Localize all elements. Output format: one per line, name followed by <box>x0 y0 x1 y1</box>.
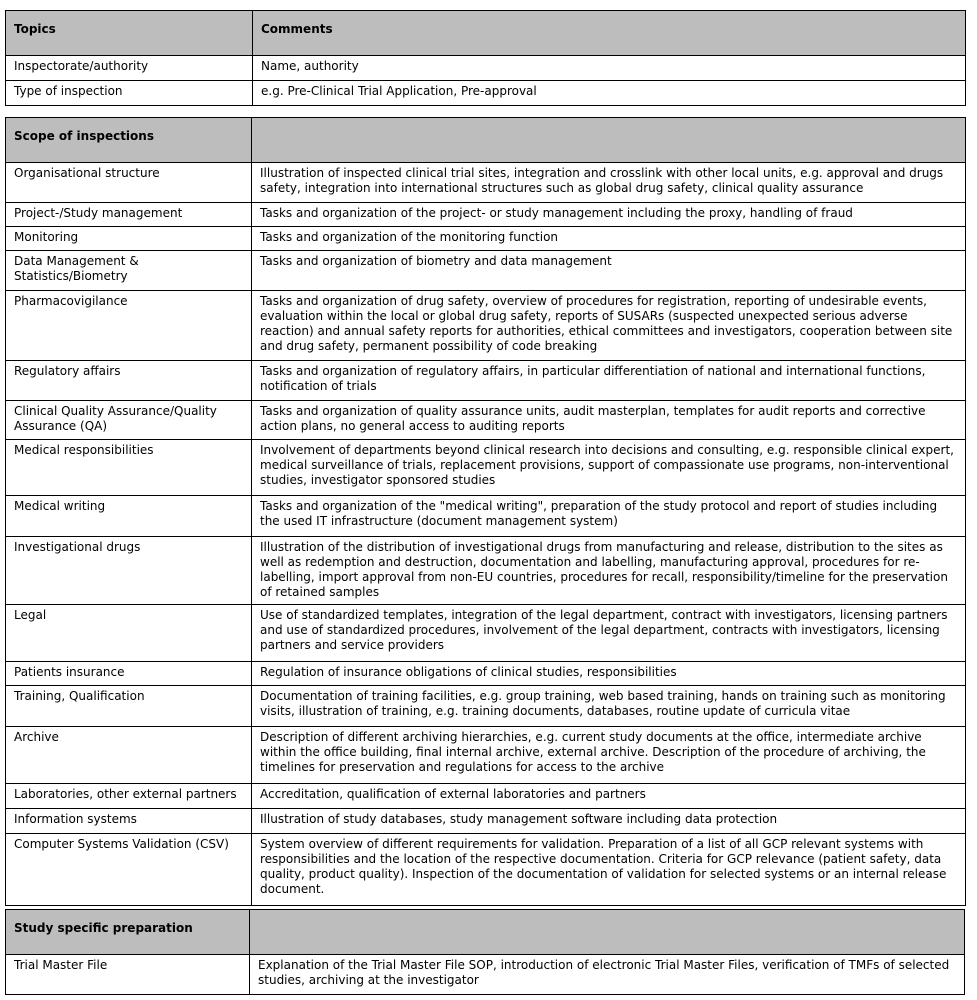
comment-cell: Name, authority <box>253 56 966 81</box>
scope-table <box>5 117 966 906</box>
study-table <box>5 909 965 995</box>
topic-cell: Monitoring <box>6 227 252 251</box>
table-row <box>6 291 966 361</box>
comment-cell: Accreditation, qualification of external laboratories and partners <box>252 784 966 809</box>
comment-cell: Tasks and organization of quality assurance units, audit masterplan, templates for audit reports and corrective action plans, no general access to auditing reports <box>252 401 966 440</box>
table-row <box>6 203 966 227</box>
comment-cell: Tasks and organization of the "medical writing", preparation of the study protocol and report of studies including the used IT infrastructure (document management system) <box>252 496 966 537</box>
comment-cell: Tasks and organization of biometry and data management <box>252 251 966 291</box>
table-row <box>6 955 965 995</box>
table-header-row <box>6 11 966 56</box>
comment-cell: Involvement of departments beyond clinical research into decisions and consulting, e.g. responsible clinical expert, medical surveillance of trials, replacement provisions, support of compassionate use programs, non-interventional studies, investigator sponsored studies <box>252 440 966 496</box>
topic-cell: Medical writing <box>6 496 252 537</box>
comment-cell: Explanation of the Trial Master File SOP, introduction of electronic Trial Master Files, verification of TMFs of selected studies, archiving at the investigator <box>250 955 965 995</box>
topic-cell: Patients insurance <box>6 662 252 686</box>
comment-cell: Description of different archiving hierarchies, e.g. current study documents at the office, intermediate archive within the office building, final internal archive, external archive. Description of the procedure of archiving, the timelines for preservation and regulations for access to the archive <box>252 727 966 784</box>
table-row <box>6 163 966 203</box>
table-row <box>6 440 966 496</box>
table-row <box>6 686 966 727</box>
comments-header: Comments <box>253 11 966 56</box>
comment-cell: Documentation of training facilities, e.g. group training, web based training, hands on training such as monitoring visits, illustration of training, e.g. training documents, databases, routine update of curricula vitae <box>252 686 966 727</box>
table-row <box>6 251 966 291</box>
topic-cell: Training, Qualification <box>6 686 252 727</box>
study-title: Study specific preparation <box>6 910 250 955</box>
comment-cell: Tasks and organization of the project- or study management including the proxy, handling of fraud <box>252 203 966 227</box>
table-row <box>6 605 966 662</box>
comment-cell: Illustration of inspected clinical trial sites, integration and crosslink with other local units, e.g. approval and drugs safety, integration into international structures such as global drug safety, clinical quality assurance <box>252 163 966 203</box>
empty-header-cell <box>252 118 966 163</box>
table-row <box>6 401 966 440</box>
topic-cell: Investigational drugs <box>6 537 252 605</box>
comment-cell: System overview of different requirements for validation. Preparation of a list of all GCP relevant systems with responsibilities and the location of the respective documentation. Criteria for GCP relevance (patient safety, data quality, product quality). Inspection of the documentation of validation for selected systems or an internal release document. <box>252 834 966 906</box>
topic-cell: Information systems <box>6 809 252 834</box>
comment-cell: Tasks and organization of the monitoring function <box>252 227 966 251</box>
comment-cell: Tasks and organization of drug safety, overview of procedures for registration, reporting of undesirable events, evaluation within the local or global drug safety, reports of SUSARs (suspected unexpected serious adverse reaction) and annual safety reports for authorities, ethical committees and investigators, cooperation between site and drug safety, permanent possibility of code breaking <box>252 291 966 361</box>
table-row <box>6 361 966 401</box>
comment-cell: Regulation of insurance obligations of clinical studies, responsibilities <box>252 662 966 686</box>
topic-cell: Clinical Quality Assurance/Quality Assurance (QA) <box>6 401 252 440</box>
topic-cell: Organisational structure <box>6 163 252 203</box>
comment-cell: e.g. Pre-Clinical Trial Application, Pre-approval <box>253 81 966 106</box>
table-row <box>6 727 966 784</box>
comment-cell: Illustration of the distribution of investigational drugs from manufacturing and release, distribution to the sites as well as redemption and destruction, documentation and labelling, manufacturing approval, procedures for re-labelling, import approval from non-EU countries, procedures for recall, responsibility/timeline for the preservation of retained samples <box>252 537 966 605</box>
general-table <box>5 10 966 106</box>
table-row <box>6 809 966 834</box>
scope-title: Scope of inspections <box>6 118 252 163</box>
topic-cell: Regulatory affairs <box>6 361 252 401</box>
topic-cell: Legal <box>6 605 252 662</box>
section-header-row <box>6 118 966 163</box>
table-row <box>6 227 966 251</box>
topic-cell: Archive <box>6 727 252 784</box>
topic-cell: Trial Master File <box>6 955 250 995</box>
table-row <box>6 662 966 686</box>
topic-cell: Data Management & Statistics/Biometry <box>6 251 252 291</box>
topic-cell: Project-/Study management <box>6 203 252 227</box>
topic-cell: Pharmacovigilance <box>6 291 252 361</box>
table-row <box>6 56 966 81</box>
table-row <box>6 81 966 106</box>
topic-cell: Computer Systems Validation (CSV) <box>6 834 252 906</box>
section-header-row <box>6 910 965 955</box>
comment-cell: Illustration of study databases, study management software including data protection <box>252 809 966 834</box>
comment-cell: Tasks and organization of regulatory affairs, in particular differentiation of national and international functions, notification of trials <box>252 361 966 401</box>
topic-cell: Medical responsibilities <box>6 440 252 496</box>
comment-cell: Use of standardized templates, integration of the legal department, contract with investigators, licensing partners and use of standardized procedures, involvement of the legal department, contracts with investigators, licensing partners and service providers <box>252 605 966 662</box>
topic-cell: Type of inspection <box>6 81 253 106</box>
table-row <box>6 784 966 809</box>
empty-header-cell <box>250 910 965 955</box>
table-row <box>6 834 966 906</box>
topic-cell: Laboratories, other external partners <box>6 784 252 809</box>
table-row <box>6 496 966 537</box>
topic-cell: Inspectorate/authority <box>6 56 253 81</box>
topics-header: Topics <box>6 11 253 56</box>
table-row <box>6 537 966 605</box>
